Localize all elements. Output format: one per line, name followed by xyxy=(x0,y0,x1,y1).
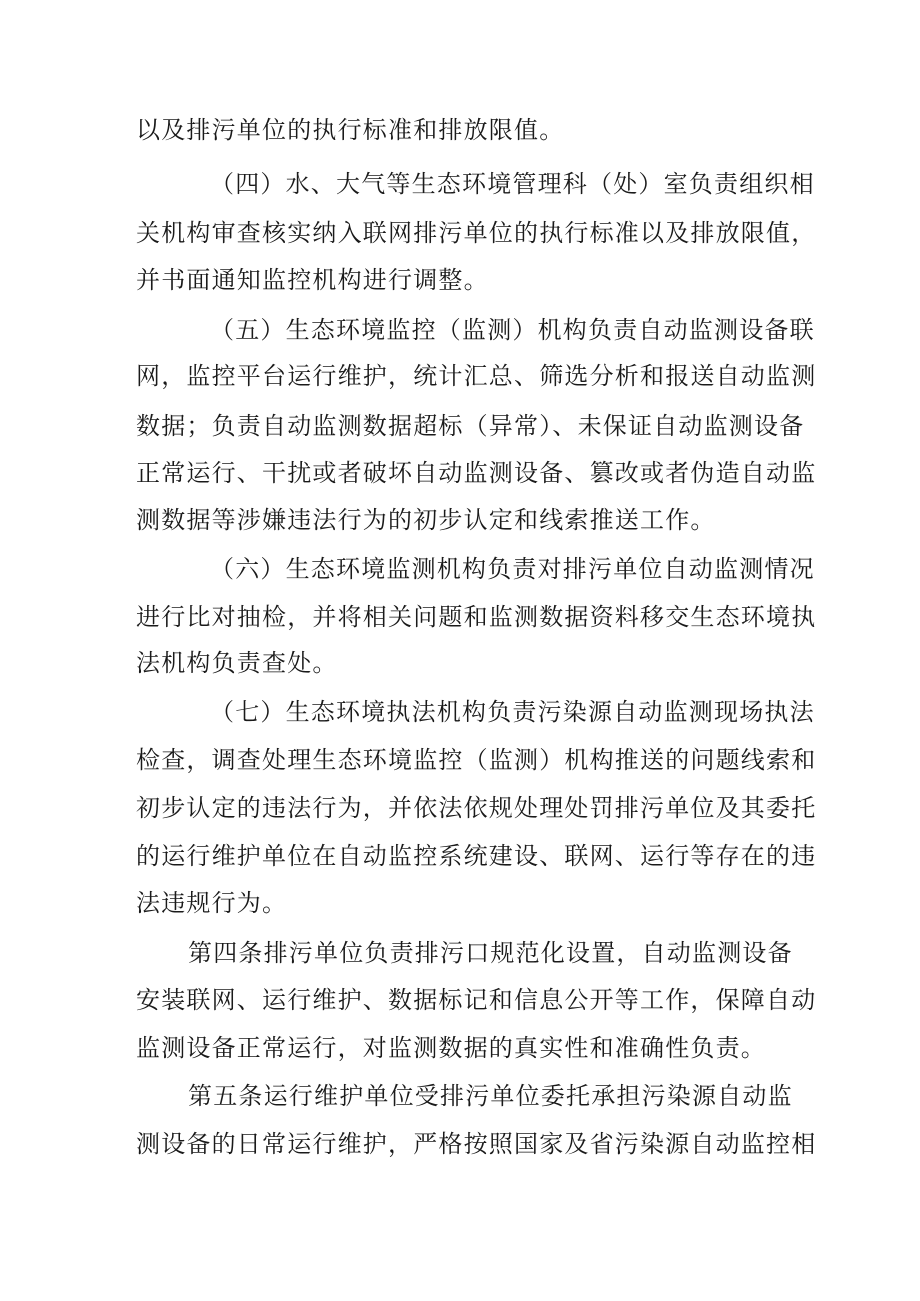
paragraph-line: （六）生态环境监测机构负责对排污单位自动监测情况 xyxy=(210,555,815,583)
paragraph-line: 测设备的日常运行维护，严格按照国家及省污染源自动监控相 xyxy=(136,1130,817,1158)
paragraph-line: 正常运行、干扰或者破坏自动监测设备、篡改或者伪造自动监 xyxy=(136,459,817,487)
paragraph-line: 以及排污单位的执行标准和排放限值。 xyxy=(136,116,565,144)
paragraph-line: 并书面通知监控机构进行调整。 xyxy=(136,266,489,294)
paragraph-line: 进行比对抽检，并将相关问题和监测数据资料移交生态环境执 xyxy=(136,603,817,631)
paragraph-line: 关机构审查核实纳入联网排污单位的执行标准以及排放限值， xyxy=(136,219,817,247)
paragraph-line: 监测设备正常运行，对监测数据的真实性和准确性负责。 xyxy=(136,1034,766,1062)
paragraph-line: 网，监控平台运行维护，统计汇总、筛选分析和报送自动监测 xyxy=(136,362,817,390)
paragraph-line: 安装联网、运行维护、数据标记和信息公开等工作，保障自动 xyxy=(136,986,817,1014)
paragraph-line: 第四条排污单位负责排污口规范化设置，自动监测设备 xyxy=(188,939,793,967)
paragraph-line: 的运行维护单位在自动监控系统建设、联网、运行等存在的违 xyxy=(136,842,817,870)
paragraph-line: 数据；负责自动监测数据超标（异常）、未保证自动监测设备 xyxy=(136,412,805,440)
paragraph-line: （五）生态环境监控（监测）机构负责自动监测设备联 xyxy=(210,316,815,344)
paragraph-line: （七）生态环境执法机构负责污染源自动监测现场执法 xyxy=(210,698,815,726)
paragraph-line: 第五条运行维护单位受排污单位委托承担污染源自动监 xyxy=(188,1082,793,1110)
paragraph-line: 法机构负责查处。 xyxy=(136,649,338,677)
paragraph-line: （四）水、大气等生态环境管理科（处）室负责组织相 xyxy=(210,170,815,198)
paragraph-line: 检查，调查处理生态环境监控（监测）机构推送的问题线索和 xyxy=(136,746,817,774)
paragraph-line: 初步认定的违法行为，并依法依规处理处罚排污单位及其委托 xyxy=(136,794,817,822)
paragraph-line: 测数据等涉嫌违法行为的初步认定和线索推送工作。 xyxy=(136,506,716,534)
paragraph-line: 法违规行为。 xyxy=(136,889,288,917)
